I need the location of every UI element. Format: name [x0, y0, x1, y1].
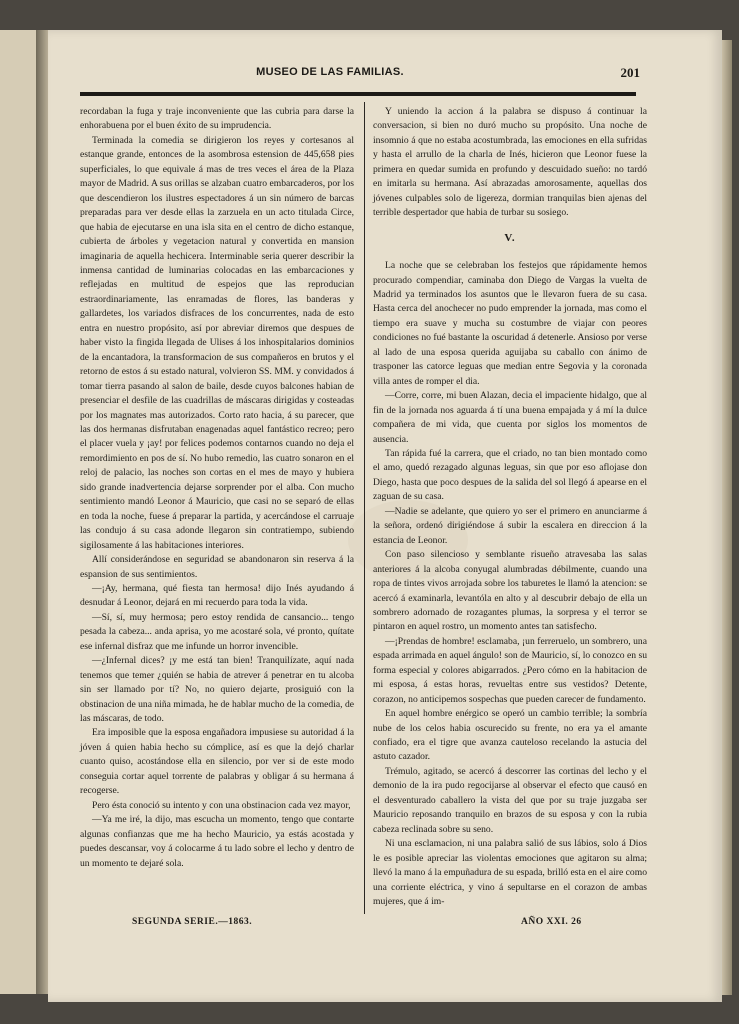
paragraph: En aquel hombre enérgico se operó un cambio terrible; la sombría nube de los celos habia oscurecido su frente, no era ya el amante confiado, era el tigre que avanza cauteloso recelando la astucia del astuto cazador. — [373, 708, 647, 763]
column-divider — [364, 102, 365, 914]
paragraph: —¡Prendas de hombre! esclamaba, ¡un ferreruelo, un sombrero, una espada arrimada en aquel ángulo! son de Mauricio, sí, lo conozco en su forma especial y colores abigarrados. ¿Pero cómo en la habitacion de mi esposa, á estas horas, revueltas entre sus vestidos? Detente, corazon, no anticipemos sospechas que pueden carecer de fundamento. — [373, 635, 647, 705]
right-column-before-section — [373, 105, 647, 221]
page-number: 201 — [620, 65, 640, 80]
footer-series: SEGUNDA SERIE.—1863. — [132, 917, 253, 927]
paragraph: —Ya me iré, la dijo, mas escucha un momento, tengo que contarte algunas confianzas que me ha hecho Mauricio, ya estás acostada y puedes descansar, voy á colocarme á tu lado sobre el lecho y dentro de un momento te dejaré sola. — [80, 814, 354, 869]
running-header: MUSEO DE LAS FAMILIAS. — [256, 66, 404, 78]
right-page-edge — [722, 40, 732, 995]
right-column-after-section — [373, 259, 647, 909]
paragraph: Terminada la comedia se dirigieron los reyes y cortesanos al estanque grande, entonces de la asombrosa estension de 445,658 pies superficiales, lo que equivale á mas de tres veces el área de la Plaza mayor de Madrid. A sus orillas se alzaban cuatro embarcaderos, por los que descendieron los ilustres espectadores á un sin número de barcas preparadas para ver desde ellas la zarzuela en un acto titulada Circe, que habia de ejecutarse en una isla sita en el centro de dicho estanque, cubierta de árboles y vegetacion natural y convertida en mansion imaginaria de aquella hechicera. Interminable seria querer describir la inmensa cantidad de luminarias colocadas en las embarcaciones y reflejadas en multitud de espejos que las reproducian estraordinariamente, las enramadas de flores, las banderas y gallardetes, los variados disfraces de los concurrentes, nada de esto entra en nuestro propósito, así por abreviar diremos que despues de haber visto la fingida llegada de Ulises á los inhospitalarios dominios de la encantadora, la transformacion de sus compañeros en brutos y el retorno de estos á su estado natural, volvieron SS. MM. y convidados á tomar tierra pasando al salon de baile, desde cuyos balcones habian de presenciar el desfile de las cuadrillas de máscaras dirigidas y costeadas por los magnates mas autorizados. Corto rato hacia, á su parecer, que las dos hermanas disfrutaban enagenadas aquel fantástico recreo; pero el placer vuela y ¡ay! por felices podemos contarnos cuando no deja el remordimiento en pos de sí. No hubo remedio, las cuatro sonaron en el reloj de palacio, las noches son cortas en el mes de mayo y hubiera sido grande inadvertencia dejarse sorprender por el alba. Con mucho sentimiento mandó Leonor á Mauricio, que casi no se separó de ellas en toda la noche, fuese á preparar la partida, y acercándose el carruaje las condujo á su casa adonde llegaron sin contratiempo, subiendo sigilosamente á las habitaciones interiores. — [80, 134, 354, 551]
paragraph: Ni una esclamacion, ni una palabra salió de sus lábios, solo á Dios le es posible apreciar las violentas emociones que agitaron su alma; llevó la mano á la empuñadura de su espada, brilló esta en el aire como una corriente eléctrica, y vino á sepultarse en el corazon de ambas mujeres, que á im- — [373, 838, 647, 908]
paragraph: —Sí, sí, muy hermosa; pero estoy rendida de cansancio... tengo pesada la cabeza... anda aprisa, yo me acostaré sola, vé pronto, quítate ese infernal disfraz que me infunde un horror invencible. — [80, 611, 354, 652]
left-column — [80, 105, 354, 871]
paragraph: recordaban la fuga y traje inconveniente que las cubria para darse la enhorabuena por el buen éxito de su imprudencia. — [80, 106, 354, 132]
paragraph: Trémulo, agitado, se acercó á descorrer las cortinas del lecho y el demonio de la ira pudo regocijarse al observar el efecto que causó en el desventurado caballero la vista del que por su traje juzgaba ser Mauricio reposando tranquilo en brazos de su esposa y con la rubia cabeza reclinada sobre su seno. — [373, 765, 647, 835]
paragraph: Y uniendo la accion á la palabra se dispuso á continuar la conversacion, si bien no duró mucho su propósito. Una noche de insomnio á que no estaba acostumbrada, las emociones en ella sufridas y hasta el arrullo de la charla de Inés, hicieron que Leonor fuese la primera en quedar sumida en profundo y descuidado sueño: no tardó en imitarla su hermana. Así abrazadas amorosamente, aquellas dos jóvenes culpables solo de ligereza, dormian tranquilas bien ajenas del terrible despertador que habia de turbar su sosiego. — [373, 106, 647, 219]
paragraph: —Nadie se adelante, que quiero yo ser el primero en anunciarme á la señora, ordenó dirigiéndose á subir la escalera en direccion á la estancia de Leonor. — [373, 505, 647, 546]
section-heading: V. — [504, 231, 516, 244]
book-gutter — [36, 30, 48, 994]
right-column — [373, 105, 647, 909]
paragraph: Pero ésta conoció su intento y con una obstinacion cada vez mayor, — [92, 799, 351, 811]
paragraph: —Corre, corre, mi buen Alazan, decia el impaciente hidalgo, que al fin de la jornada nos aguarda á tí una buena empajada y á mí la dulce compañera de mi vida, que cuenta por siglos los momentos de ausencia. — [373, 390, 647, 445]
footer-year-signature: AÑO XXI. 26 — [521, 917, 582, 927]
paragraph: La noche que se celebraban los festejos que rápidamente hemos procurado compendiar, caminaba don Diego de Vargas la vuelta de Madrid ya terminados los asuntos que le llevaron fuera de su casa. Hasta cerca del anochecer no pudo emprender la jornada, mas como el tiempo era suave y mucha su costumbre de viajar con peores condiciones no fué bastante la oscuridad á detenerle. Ansioso por verse al lado de una esposa querida aguijaba su caballo con ánimo de trasponer las catorce leguas que median entre Segovia y la coronada villa antes de romper el dia. — [373, 260, 647, 387]
paragraph: —¿Infernal dices? ¡y me está tan bien! Tranquilízate, aquí nada tenemos que temer ¿quién se habia de atrever á penetrar en tu alcoba sin ser llamado por tí? No, no quiero dejarte, prosiguió con la obstinacion de una niña mimada, he de hablar mucho de la comedia, de las máscaras, de todo. — [80, 655, 354, 725]
paragraph: —¡Ay, hermana, qué fiesta tan hermosa! dijo Inés ayudando á desnudar á Leonor, dejará en mi recuerdo para toda la vida. — [80, 582, 354, 609]
left-page-edge — [0, 30, 38, 994]
header-rule — [80, 92, 636, 96]
paragraph: Era imposible que la esposa engañadora impusiese su autoridad á la jóven á quien habia hecho su cómplice, así es que la dejó charlar cuanto quiso, acostándose ella en silencio, por ver si de este modo conseguia cortar aquel torrente de palabras y obligar á su hermana á recogerse. — [80, 727, 354, 797]
paragraph: Allí considerándose en seguridad se abandonaron sin reserva á la espansion de sus sentimientos. — [80, 554, 354, 580]
paragraph: Con paso silencioso y semblante risueño atravesaba las salas anteriores á la alcoba conyugal alumbradas débilmente, cuando una ropa de tintes vivos arrojada sobre los taburetes le llamó la atencion: se acercó á examinarla, levantóla en alto y al descubrir debajo de ella un sombrero adornado de rozagantes plumas, la sorpresa y el terror se pintaron en aquel rostro, un momento antes tan satisfecho. — [373, 549, 647, 633]
paragraph: Tan rápida fué la carrera, que el criado, no tan bien montado como el amo, quedó rezagado algunas leguas, sin que por eso aflojase don Diego, hasta que poco despues de la salida del sol llegó á apearse en el zaguan de su casa. — [373, 447, 647, 503]
